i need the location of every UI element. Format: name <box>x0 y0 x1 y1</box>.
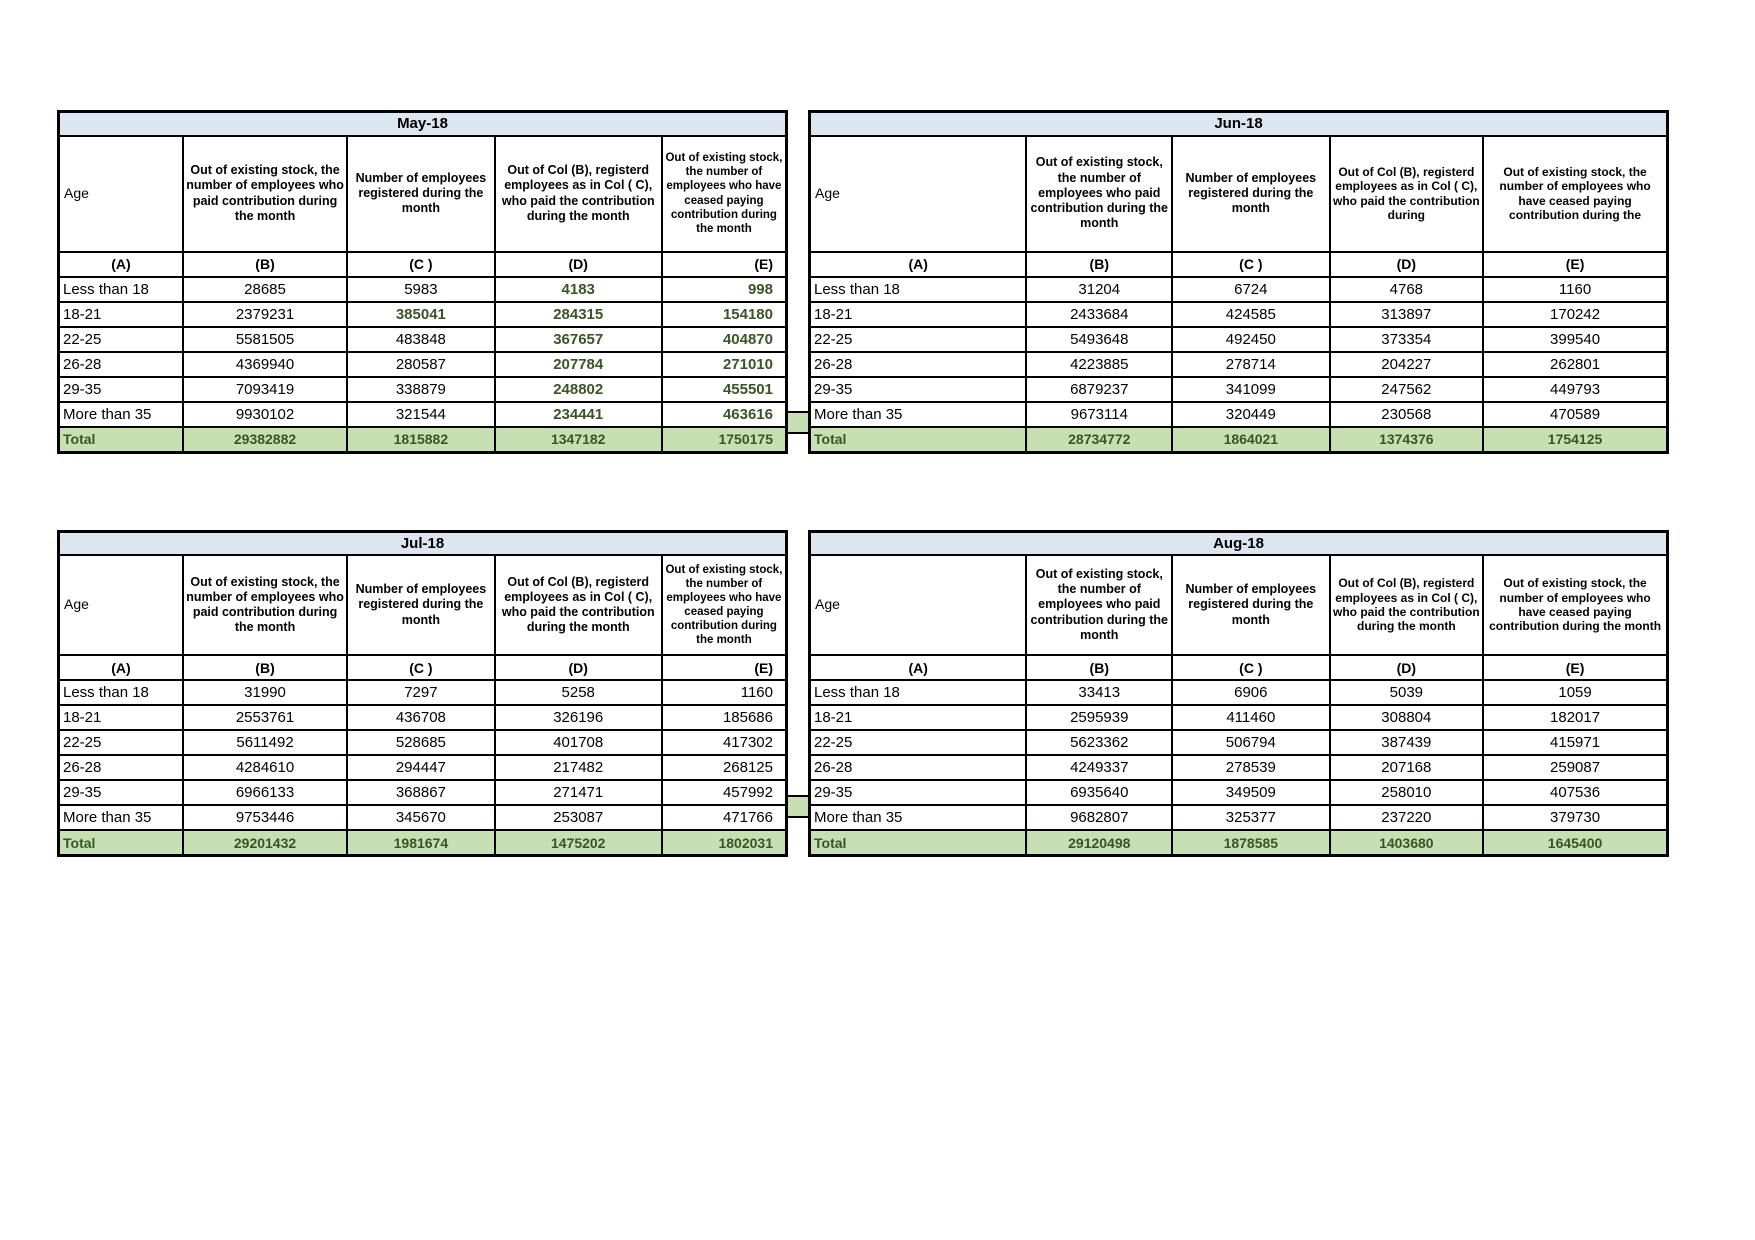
month-table <box>57 530 788 858</box>
value-cell: 33413 <box>1026 680 1172 705</box>
column-header-text: Out of existing stock, the number of employees who paid contribution during the month <box>1030 155 1169 231</box>
age-label: 26-28 <box>810 755 1027 780</box>
value-cell: 1160 <box>1483 277 1667 302</box>
value-cell: 9673114 <box>1026 402 1172 427</box>
value-cell: 313897 <box>1330 302 1484 327</box>
title-row <box>810 112 1668 136</box>
value-cell: 349509 <box>1172 780 1329 805</box>
column-letter-d: (D) <box>1330 655 1484 680</box>
value-cell: 280587 <box>347 352 494 377</box>
column-header-text: Age <box>64 596 89 613</box>
value-cell: 278539 <box>1172 755 1329 780</box>
value-cell: 5039 <box>1330 680 1484 705</box>
age-label: More than 35 <box>59 805 183 830</box>
column-header-d <box>495 136 662 252</box>
total-label: Total <box>810 830 1027 856</box>
column-header-text: Age <box>815 596 840 613</box>
month-title: May-18 <box>59 112 787 136</box>
value-cell: 436708 <box>347 705 494 730</box>
total-row-connector-top <box>788 411 808 434</box>
total-row <box>810 427 1668 453</box>
total-value: 28734772 <box>1026 427 1172 453</box>
value-cell: 367657 <box>495 327 662 352</box>
age-label: Less than 18 <box>59 680 183 705</box>
month-table <box>808 530 1669 858</box>
value-cell: 2379231 <box>183 302 347 327</box>
column-letter-d: (D) <box>1330 252 1484 277</box>
value-cell: 31990 <box>183 680 347 705</box>
table-shell-jul-18 <box>57 530 788 858</box>
column-header-d <box>1330 555 1484 655</box>
column-header-age <box>59 555 183 655</box>
value-cell: 259087 <box>1483 755 1667 780</box>
value-cell: 6935640 <box>1026 780 1172 805</box>
value-cell: 345670 <box>347 805 494 830</box>
data-row <box>59 352 787 377</box>
total-row <box>810 830 1668 856</box>
value-cell: 387439 <box>1330 730 1484 755</box>
value-cell: 31204 <box>1026 277 1172 302</box>
column-header-text: Number of employees registered during the month <box>355 170 487 216</box>
value-cell: 9930102 <box>183 402 347 427</box>
age-label: Less than 18 <box>810 277 1027 302</box>
value-cell: 1160 <box>662 680 787 705</box>
value-cell: 262801 <box>1483 352 1667 377</box>
letter-row <box>59 655 787 680</box>
data-row <box>810 705 1668 730</box>
column-letter-d: (D) <box>495 252 662 277</box>
total-row <box>59 830 787 856</box>
age-label: 18-21 <box>810 705 1027 730</box>
column-header-e <box>662 136 787 252</box>
column-header-text: Out of existing stock, the number of employees who paid contribution during the month <box>186 574 344 635</box>
column-letter-e: (E) <box>1483 252 1667 277</box>
column-header-text: Out of existing stock, the number of employees who paid contribution during the month <box>1030 566 1169 642</box>
total-value: 1347182 <box>495 427 662 453</box>
letter-row <box>810 252 1668 277</box>
column-header-c <box>347 136 494 252</box>
column-header-text: Out of existing stock, the number of employees who have ceased paying contribution during the month <box>665 152 783 235</box>
value-cell: 492450 <box>1172 327 1329 352</box>
column-header-text: Age <box>64 184 89 201</box>
value-cell: 9682807 <box>1026 805 1172 830</box>
value-cell: 528685 <box>347 730 494 755</box>
value-cell: 449793 <box>1483 377 1667 402</box>
value-cell: 373354 <box>1330 327 1484 352</box>
column-letter-c: (C ) <box>347 655 494 680</box>
data-row <box>810 327 1668 352</box>
total-row <box>59 427 787 453</box>
value-cell: 325377 <box>1172 805 1329 830</box>
value-cell: 271010 <box>662 352 787 377</box>
value-cell: 379730 <box>1483 805 1667 830</box>
data-row <box>810 805 1668 830</box>
total-value: 29120498 <box>1026 830 1172 856</box>
value-cell: 424585 <box>1172 302 1329 327</box>
value-cell: 2595939 <box>1026 705 1172 730</box>
age-label: 22-25 <box>59 730 183 755</box>
column-header-text: Out of existing stock, the number of employees who have ceased paying contribution during the <box>1499 164 1651 222</box>
value-cell: 6724 <box>1172 277 1329 302</box>
column-header-text: Out of Col (B), registerd employees as in Col ( C), who paid the contribution during <box>1333 164 1480 222</box>
age-label: 22-25 <box>59 327 183 352</box>
value-cell: 7093419 <box>183 377 347 402</box>
column-header-b <box>183 555 347 655</box>
value-cell: 5581505 <box>183 327 347 352</box>
value-cell: 6906 <box>1172 680 1329 705</box>
title-row <box>59 112 787 136</box>
column-letter-e: (E) <box>662 252 787 277</box>
age-label: Less than 18 <box>810 680 1027 705</box>
value-cell: 470589 <box>1483 402 1667 427</box>
column-header-c <box>347 555 494 655</box>
age-label: 26-28 <box>810 352 1027 377</box>
age-label: 26-28 <box>59 352 183 377</box>
total-value: 29382882 <box>183 427 347 453</box>
column-letter-c: (C ) <box>1172 252 1329 277</box>
column-header-text: Out of existing stock, the number of employees who have ceased paying contribution during the month <box>1489 576 1662 634</box>
value-cell: 326196 <box>495 705 662 730</box>
value-cell: 5493648 <box>1026 327 1172 352</box>
total-value: 1878585 <box>1172 830 1329 856</box>
column-header-b <box>1026 555 1172 655</box>
value-cell: 234441 <box>495 402 662 427</box>
column-letter-b: (B) <box>1026 252 1172 277</box>
value-cell: 4183 <box>495 277 662 302</box>
value-cell: 1059 <box>1483 680 1667 705</box>
age-label: 29-35 <box>810 377 1027 402</box>
header-row <box>59 555 787 655</box>
value-cell: 248802 <box>495 377 662 402</box>
value-cell: 399540 <box>1483 327 1667 352</box>
value-cell: 278714 <box>1172 352 1329 377</box>
table-shell-may-18 <box>57 110 788 454</box>
data-row <box>59 680 787 705</box>
column-letter-e: (E) <box>1483 655 1667 680</box>
age-label: 18-21 <box>59 302 183 327</box>
column-letter-age: (A) <box>810 252 1027 277</box>
value-cell: 253087 <box>495 805 662 830</box>
column-header-text: Out of existing stock, the number of employees who paid contribution during the month <box>186 163 344 223</box>
value-cell: 5611492 <box>183 730 347 755</box>
value-cell: 455501 <box>662 377 787 402</box>
column-letter-b: (B) <box>183 655 347 680</box>
month-title: Aug-18 <box>810 531 1668 555</box>
total-value: 1802031 <box>662 830 787 856</box>
value-cell: 308804 <box>1330 705 1484 730</box>
value-cell: 7297 <box>347 680 494 705</box>
age-label: More than 35 <box>810 402 1027 427</box>
column-letter-d: (D) <box>495 655 662 680</box>
column-header-d <box>495 555 662 655</box>
column-letter-age: (A) <box>59 655 183 680</box>
value-cell: 247562 <box>1330 377 1484 402</box>
value-cell: 463616 <box>662 402 787 427</box>
column-header-e <box>662 555 787 655</box>
value-cell: 471766 <box>662 805 787 830</box>
value-cell: 506794 <box>1172 730 1329 755</box>
value-cell: 237220 <box>1330 805 1484 830</box>
value-cell: 230568 <box>1330 402 1484 427</box>
column-header-b <box>1026 136 1172 252</box>
value-cell: 411460 <box>1172 705 1329 730</box>
data-row <box>810 730 1668 755</box>
column-header-age <box>810 555 1027 655</box>
column-header-d <box>1330 136 1484 252</box>
total-row-connector-bottom <box>788 795 808 818</box>
age-label: 29-35 <box>59 780 183 805</box>
column-header-text: Out of Col (B), registerd employees as in Col ( C), who paid the contribution during the month <box>1333 576 1480 634</box>
value-cell: 407536 <box>1483 780 1667 805</box>
data-row <box>59 730 787 755</box>
value-cell: 338879 <box>347 377 494 402</box>
value-cell: 2553761 <box>183 705 347 730</box>
data-row <box>59 755 787 780</box>
column-letter-age: (A) <box>810 655 1027 680</box>
letter-row <box>810 655 1668 680</box>
value-cell: 170242 <box>1483 302 1667 327</box>
value-cell: 154180 <box>662 302 787 327</box>
age-label: 22-25 <box>810 730 1027 755</box>
value-cell: 4768 <box>1330 277 1484 302</box>
column-header-b <box>183 136 347 252</box>
value-cell: 182017 <box>1483 705 1667 730</box>
value-cell: 294447 <box>347 755 494 780</box>
value-cell: 320449 <box>1172 402 1329 427</box>
value-cell: 5983 <box>347 277 494 302</box>
age-label: Less than 18 <box>59 277 183 302</box>
column-header-e <box>1483 136 1667 252</box>
data-row <box>59 277 787 302</box>
total-value: 1750175 <box>662 427 787 453</box>
total-value: 1981674 <box>347 830 494 856</box>
value-cell: 6879237 <box>1026 377 1172 402</box>
data-row <box>810 277 1668 302</box>
total-label: Total <box>810 427 1027 453</box>
column-header-c <box>1172 555 1329 655</box>
total-value: 29201432 <box>183 830 347 856</box>
column-header-text: Out of Col (B), registerd employees as in Col ( C), who paid the contribution during the month <box>501 163 655 223</box>
value-cell: 457992 <box>662 780 787 805</box>
column-header-e <box>1483 555 1667 655</box>
value-cell: 217482 <box>495 755 662 780</box>
month-table <box>57 110 788 454</box>
value-cell: 4249337 <box>1026 755 1172 780</box>
value-cell: 368867 <box>347 780 494 805</box>
column-letter-c: (C ) <box>1172 655 1329 680</box>
column-header-age <box>810 136 1027 252</box>
age-label: 22-25 <box>810 327 1027 352</box>
total-value: 1864021 <box>1172 427 1329 453</box>
data-row <box>810 680 1668 705</box>
header-row <box>59 136 787 252</box>
column-header-text: Out of existing stock, the number of employees who have ceased paying contribution during the month <box>665 563 783 647</box>
column-header-text: Age <box>815 184 840 201</box>
total-label: Total <box>59 830 183 856</box>
column-header-text: Number of employees registered during the month <box>355 582 487 627</box>
data-row <box>59 780 787 805</box>
value-cell: 401708 <box>495 730 662 755</box>
value-cell: 2433684 <box>1026 302 1172 327</box>
value-cell: 5623362 <box>1026 730 1172 755</box>
total-value: 1475202 <box>495 830 662 856</box>
value-cell: 483848 <box>347 327 494 352</box>
column-header-text: Number of employees registered during the month <box>1185 170 1317 216</box>
value-cell: 404870 <box>662 327 787 352</box>
age-label: 26-28 <box>59 755 183 780</box>
month-title: Jun-18 <box>810 112 1668 136</box>
value-cell: 4223885 <box>1026 352 1172 377</box>
value-cell: 417302 <box>662 730 787 755</box>
value-cell: 271471 <box>495 780 662 805</box>
age-label: More than 35 <box>59 402 183 427</box>
data-row <box>810 302 1668 327</box>
header-row <box>810 555 1668 655</box>
data-row <box>59 705 787 730</box>
total-label: Total <box>59 427 183 453</box>
value-cell: 207168 <box>1330 755 1484 780</box>
value-cell: 998 <box>662 277 787 302</box>
total-value: 1374376 <box>1330 427 1484 453</box>
value-cell: 207784 <box>495 352 662 377</box>
value-cell: 204227 <box>1330 352 1484 377</box>
value-cell: 4284610 <box>183 755 347 780</box>
value-cell: 9753446 <box>183 805 347 830</box>
age-label: More than 35 <box>810 805 1027 830</box>
value-cell: 341099 <box>1172 377 1329 402</box>
value-cell: 5258 <box>495 680 662 705</box>
value-cell: 284315 <box>495 302 662 327</box>
column-letter-e: (E) <box>662 655 787 680</box>
data-row <box>59 402 787 427</box>
column-letter-c: (C ) <box>347 252 494 277</box>
age-label: 29-35 <box>810 780 1027 805</box>
data-row <box>59 327 787 352</box>
total-value: 1645400 <box>1483 830 1667 856</box>
value-cell: 28685 <box>183 277 347 302</box>
data-row <box>59 805 787 830</box>
title-row <box>59 531 787 555</box>
value-cell: 268125 <box>662 755 787 780</box>
value-cell: 6966133 <box>183 780 347 805</box>
age-label: 29-35 <box>59 377 183 402</box>
data-row <box>810 780 1668 805</box>
table-shell-aug-18 <box>808 530 1669 858</box>
data-row <box>59 302 787 327</box>
column-header-text: Number of employees registered during the month <box>1185 582 1317 627</box>
age-label: 18-21 <box>810 302 1027 327</box>
column-header-text: Out of Col (B), registerd employees as in Col ( C), who paid the contribution during the month <box>501 574 655 635</box>
value-cell: 4369940 <box>183 352 347 377</box>
column-header-c <box>1172 136 1329 252</box>
data-row <box>59 377 787 402</box>
data-row <box>810 402 1668 427</box>
month-table <box>808 110 1669 454</box>
value-cell: 385041 <box>347 302 494 327</box>
data-row <box>810 377 1668 402</box>
title-row <box>810 531 1668 555</box>
value-cell: 185686 <box>662 705 787 730</box>
age-label: 18-21 <box>59 705 183 730</box>
value-cell: 258010 <box>1330 780 1484 805</box>
value-cell: 321544 <box>347 402 494 427</box>
tables-grid <box>57 110 1669 857</box>
table-shell-jun-18 <box>808 110 1669 454</box>
letter-row <box>59 252 787 277</box>
total-value: 1815882 <box>347 427 494 453</box>
value-cell: 415971 <box>1483 730 1667 755</box>
column-letter-b: (B) <box>183 252 347 277</box>
data-row <box>810 755 1668 780</box>
data-row <box>810 352 1668 377</box>
total-value: 1403680 <box>1330 830 1484 856</box>
header-row <box>810 136 1668 252</box>
month-title: Jul-18 <box>59 531 787 555</box>
column-letter-age: (A) <box>59 252 183 277</box>
column-letter-b: (B) <box>1026 655 1172 680</box>
total-value: 1754125 <box>1483 427 1667 453</box>
column-header-age <box>59 136 183 252</box>
